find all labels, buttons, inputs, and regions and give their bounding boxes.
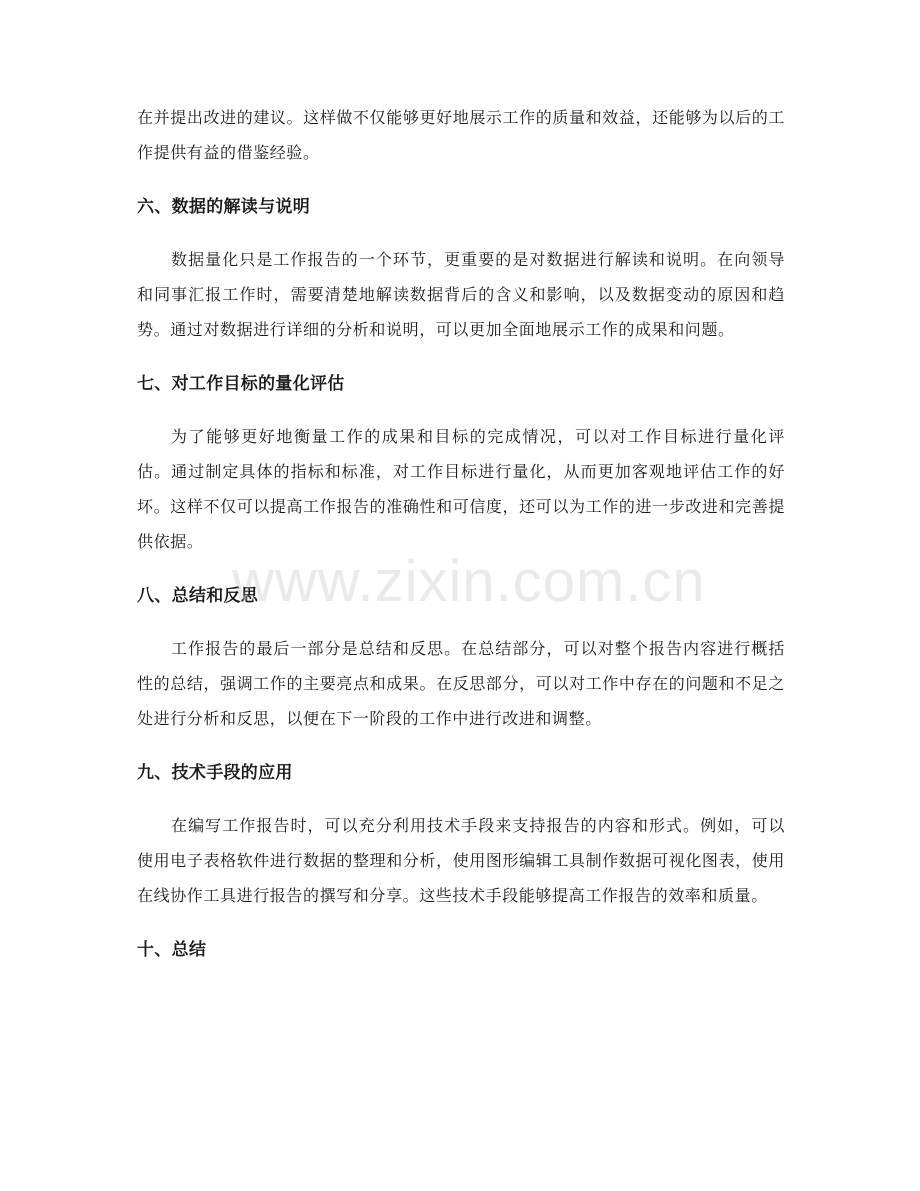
section-heading-9: 九、技术手段的应用 — [137, 763, 293, 783]
section-heading-10: 十、总结 — [137, 940, 207, 960]
section-heading-7: 七、对工作目标的量化评估 — [137, 374, 345, 394]
section-heading-6: 六、数据的解读与说明 — [137, 197, 310, 217]
document-page — [137, 100, 785, 968]
watermark: www.zixin.com.cn — [232, 549, 706, 614]
intro-paragraph: 在并提出改进的建议。这样做不仅能够更好地展示工作的质量和效益，还能够为以后的工作提供有益的借鉴经验。 — [137, 108, 785, 162]
section-body-6: 数据量化只是工作报告的一个环节，更重要的是对数据进行解读和说明。在向领导和同事汇报工作时，需要清楚地解读数据背后的含义和影响，以及数据变动的原因和趋势。通过对数据进行详细的分析和说明，可以更加全面地展示工作的成果和问题。 — [137, 250, 785, 339]
section-body-7: 为了能够更好地衡量工作的成果和目标的完成情况，可以对工作目标进行量化评估。通过制定具体的指标和标准，对工作目标进行量化，从而更加客观地评估工作的好坏。这样不仅可以提高工作报告的准确性和可信度，还可以为工作的进一步改进和完善提供依据。 — [137, 427, 785, 551]
section-heading-8: 八、总结和反思 — [137, 586, 259, 606]
section-body-9: 在编写工作报告时，可以充分利用技术手段来支持报告的内容和形式。例如，可以使用电子表格软件进行数据的整理和分析，使用图形编辑工具制作数据可视化图表，使用在线协作工具进行报告的撰写和分享。这些技术手段能够提高工作报告的效率和质量。 — [137, 816, 785, 905]
section-body-8: 工作报告的最后一部分是总结和反思。在总结部分，可以对整个报告内容进行概括性的总结，强调工作的主要亮点和成果。在反思部分，可以对工作中存在的问题和不足之处进行分析和反思，以便在下一阶段的工作中进行改进和调整。 — [137, 639, 785, 728]
